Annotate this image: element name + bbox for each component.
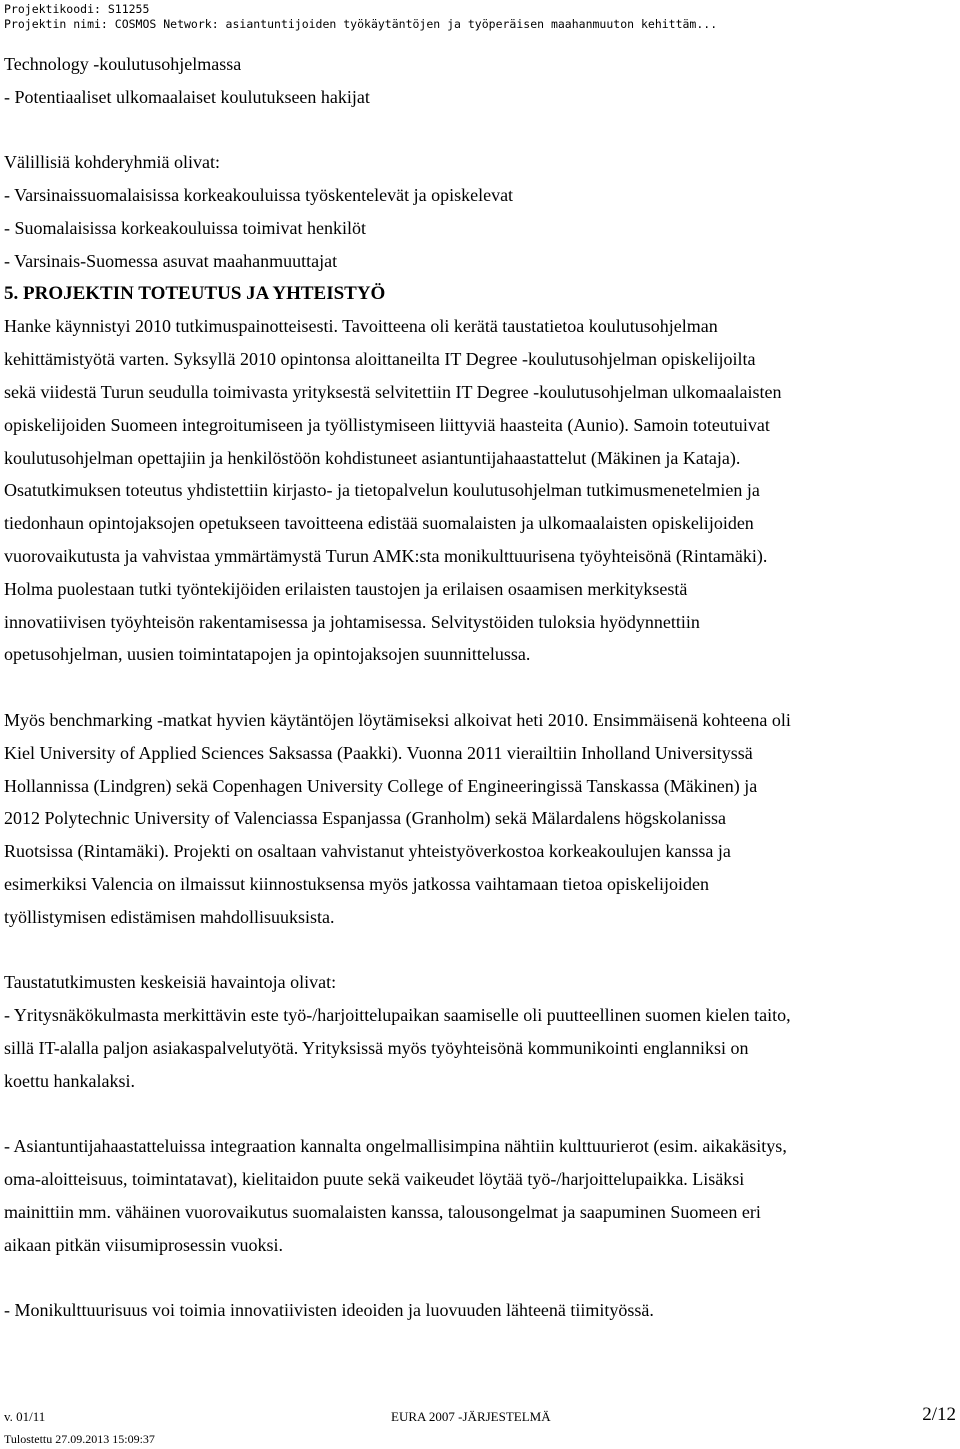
system-label: EURA 2007 -JÄRJESTELMÄ [391,1409,551,1424]
text-line: mainittiin mm. vähäinen vuorovaikutus suomalaisten kanssa, talousongelmat ja saapuminen Suomeen eri [4,1201,761,1222]
spacer [4,1098,958,1131]
text-line: Ruotsissa (Rintamäki). Projekti on osaltaan vahvistanut yhteistyöverkostoa korkeakoulujen kanssa ja [4,841,731,862]
text-line: Kiel University of Applied Sciences Saksassa (Paakki). Vuonna 2011 vierailtiin Inholland Universityssä [4,742,753,763]
text-line: innovatiivisen työyhteisön rakentamisessa ja johtamisessa. Selvitystöiden tuloksia hyödynnettiin [4,611,700,632]
print-timestamp: Tulostettu 27.09.2013 15:09:37 [4,1432,155,1446]
text-line: Välillisiä kohderyhmiä olivat: [4,152,220,173]
text-line: Technology -koulutusohjelmassa [4,54,242,74]
text-line: esimerkiksi Valencia on ilmaissut kiinnostuksensa myös jatkossa vaihtamaan tietoa opiskelijoiden [4,873,710,894]
text-line: - Varsinaissuomalaisissa korkeakouluissa työskentelevät ja opiskelevat [4,185,514,206]
text-line: opetusohjelman, uusien toimintatapojen ja opintojaksojen suunnittelussa. [4,644,531,665]
project-name: Projektin nimi: COSMOS Network: asiantuntijoiden työkäytäntöjen ja työperäisen maahanmuuton kehittäm... [4,17,718,31]
text-line: opiskelijoiden Suomeen integroitumiseen ja työllistymiseen liittyviä haasteita (Aunio). Samoin toteutuivat [4,414,770,435]
text-line: kehittämistyötä varten. Syksyllä 2010 opintonsa aloittaneilta IT Degree -koulutusohjelman opiskelijoilta [4,349,756,370]
text-line: aikaan pitkän viisumiprosessin vuoksi. [4,1234,283,1255]
text-line: koulutusohjelman opettajiin ja henkilöstöön kohdistuneet asiantuntijahaastattelut (Mäkinen ja Kataja). [4,447,741,468]
text-line: sillä IT-alalla paljon asiakaspalvelutyötä. Yrityksissä myös työyhteisönä kommunikointi englanniksi on [4,1037,749,1058]
spacer [4,671,958,704]
text-line: Hanke käynnistyi 2010 tutkimuspainotteisesti. Tavoitteena oli kerätä taustatietoa koulutusohjelman [4,316,718,337]
text-line: - Potentiaaliset ulkomaalaiset koulutukseen hakijat [4,86,370,107]
page-footer [4,1404,958,1430]
findings-heading: Taustatutkimusten keskeisiä havaintoja olivat: [4,972,337,993]
text-line: 2012 Polytechnic University of Valenciassa Espanjassa (Granholm) sekä Mälardalens högskolanissa [4,808,726,829]
document-body [4,48,958,1327]
text-line: koettu hankalaksi. [4,1070,135,1091]
text-line: - Asiantuntijahaastatteluissa integraation kannalta ongelmallisimpina nähtiin kulttuurierot (esim. aikakäsitys, [4,1136,787,1157]
text-line: - Varsinais-Suomessa asuvat maahanmuuttajat [4,250,338,271]
text-line: työllistymisen edistämisen mahdollisuuksista. [4,906,335,927]
spacer [4,114,958,147]
page-header [4,2,717,32]
text-line: tiedonhaun opintojaksojen opetukseen tavoitteena edistää suomalaisten ja ulkomaalaisten opiskelijoiden [4,513,754,534]
section-heading: 5. PROJEKTIN TOTEUTUS JA YHTEISTYÖ [4,282,386,304]
page-number: 2/12 [922,1404,956,1425]
text-line: Hollannissa (Lindgren) sekä Copenhagen University College of Engineeringissä Tanskassa (Mäkinen) ja [4,775,758,796]
text-line: Osatutkimuksen toteutus yhdistettiin kirjasto- ja tietopalvelun koulutusohjelman tutkimusmenetelmien ja [4,480,760,501]
project-code: Projektikoodi: S11255 [4,2,150,16]
spacer [4,1261,958,1294]
text-line: - Suomalaisissa korkeakouluissa toimivat henkilöt [4,217,366,238]
version-label: v. 01/11 [4,1409,46,1424]
text-line: Myös benchmarking -matkat hyvien käytäntöjen löytämiseksi alkoivat heti 2010. Ensimmäisenä kohteena oli [4,709,791,730]
text-line: - Monikulttuurisuus voi toimia innovatiivisten ideoiden ja luovuuden lähteenä tiimityössä. [4,1300,654,1321]
text-line: sekä viidestä Turun seudulla toimivasta yrityksestä selvitettiin IT Degree -koulutusohjelman ulkomaalaisten [4,381,782,402]
text-line: oma-aloitteisuus, toimintatavat), kielitaidon puute sekä vaikeudet löytää työ-/harjoittelupaikka. Lisäksi [4,1169,745,1190]
text-line: Holma puolestaan tutki työntekijöiden erilaisten taustojen ja erilaisen osaamisen merkityksestä [4,578,688,599]
text-line: - Yritysnäkökulmasta merkittävin este työ-/harjoittelupaikan saamiselle oli puutteellinen suomen kielen taito, [4,1005,791,1026]
spacer [4,934,958,967]
text-line: vuorovaikutusta ja vahvistaa ymmärtämystä Turun AMK:sta monikulttuurisena työyhteisönä (Rintamäki). [4,545,768,566]
